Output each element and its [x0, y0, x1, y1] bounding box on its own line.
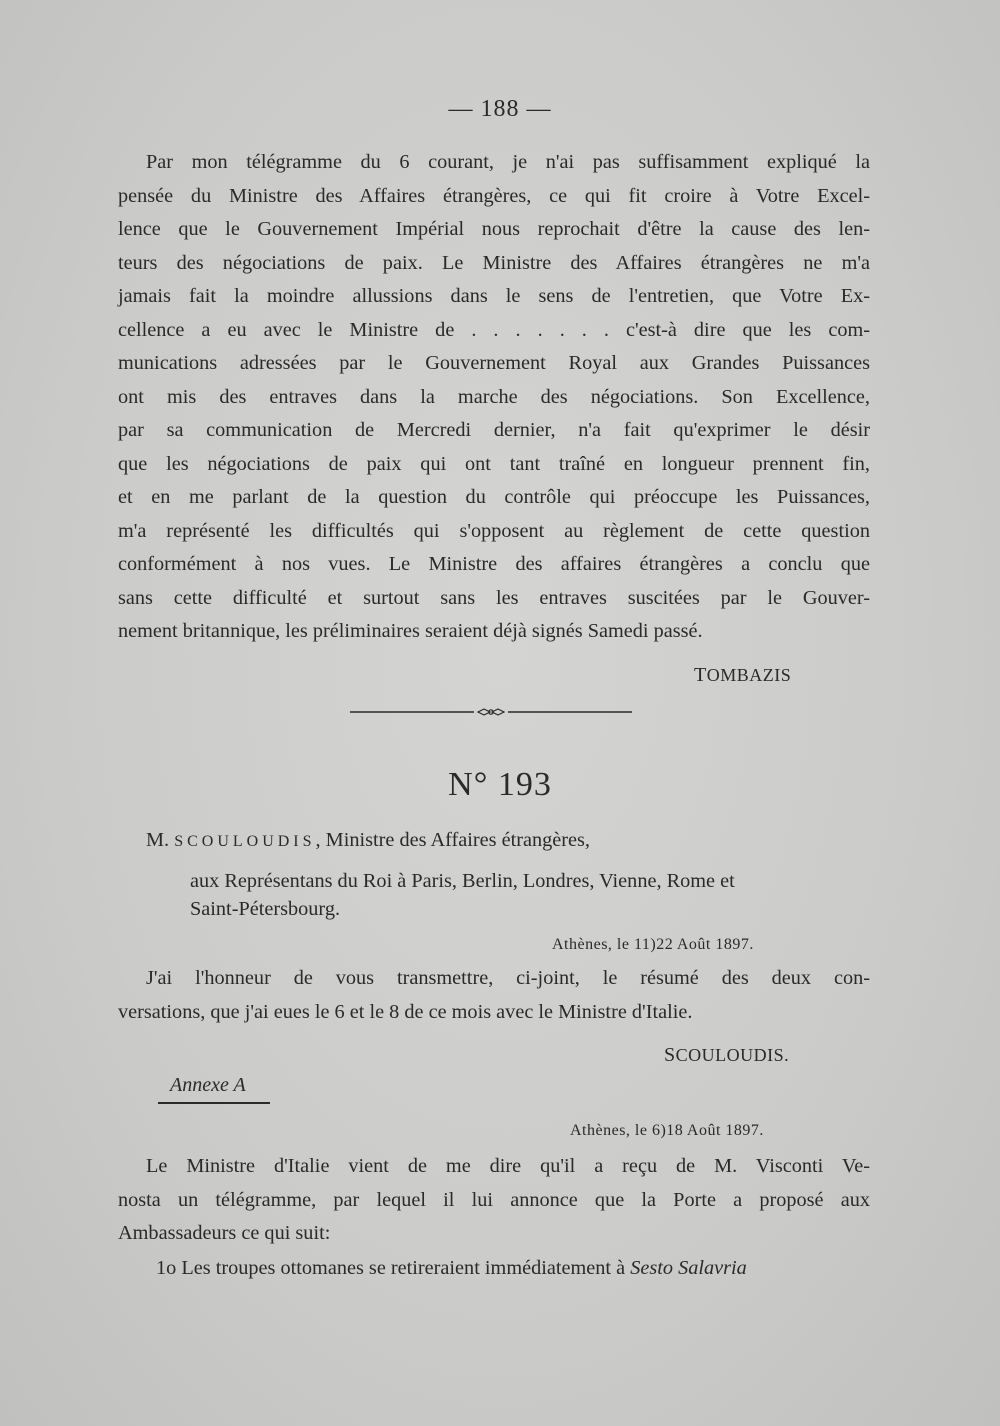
annexe-body: [118, 1150, 870, 1251]
letter-2-line: J'ai l'honneur de vous transmettre, ci-joint, le résumé des deux con-: [146, 967, 870, 989]
signature-scouloudis: SCOULOUDIS.: [664, 1044, 790, 1066]
letter-1-line: jamais fait la moindre allussions dans le sens de l'entretien, que Votre Ex-: [118, 285, 870, 307]
addressee-line-1: M. SCOULOUDIS, Ministre des Affaires étrangères,: [146, 829, 590, 851]
annexe-line: Le Ministre d'Italie vient de me dire qu'il a reçu de M. Visconti Ve-: [146, 1155, 870, 1177]
letter-1-line: nement britannique, les préliminaires seraient déjà signés Samedi passé.: [118, 620, 703, 642]
letter-2-body: [118, 962, 870, 1029]
letter-1-line: ont mis des entraves dans la marche des négociations. Son Excellence,: [118, 385, 870, 408]
letter-1-line: pensée du Ministre des Affaires étrangères, ce qui fit croire à Votre Excel-: [118, 184, 870, 207]
document-number: N° 193: [448, 766, 552, 803]
item-place: Sesto Salavria: [630, 1257, 747, 1279]
sender-name: SCOULOUDIS: [174, 833, 316, 850]
letter-1-line: que les négociations de paix qui ont tant traîné en longueur prennent fin,: [118, 452, 870, 475]
section-divider: [350, 706, 632, 718]
letter-1-line: et en me parlant de la question du contrôle qui préoccupe les Puissances,: [118, 486, 870, 508]
addressee-line-2: aux Représentans du Roi à Paris, Berlin, Londres, Vienne, Rome et: [190, 870, 735, 892]
annexe-title: Annexe A: [170, 1074, 246, 1096]
letter-1-line: par sa communication de Mercredi dernier, n'a fait qu'exprimer le désir: [118, 419, 870, 441]
letter-1-body: [118, 146, 870, 649]
letter-1-line: Par mon télégramme du 6 courant, je n'ai pas suffisamment expliqué la: [146, 151, 870, 173]
letter-1-line: lence que le Gouvernement Impérial nous reprochait d'être la cause des len-: [118, 218, 870, 240]
letter-2-line: versations, que j'ai eues le 6 et le 8 de ce mois avec le Ministre d'Italie.: [118, 1000, 693, 1023]
annexe-line: Ambassadeurs ce qui suit:: [118, 1222, 331, 1244]
annexe-line: nosta un télégramme, par lequel il lui annonce que la Porte a proposé aux: [118, 1188, 870, 1211]
addressee-line-3: Saint-Pétersbourg.: [190, 898, 341, 920]
annexe-underline: [158, 1102, 270, 1104]
dateline-annexe: Athènes, le 6)18 Août 1897.: [570, 1122, 764, 1139]
letter-1-line: conformément à nos vues. Le Ministre des affaires étrangères a conclu que: [118, 553, 870, 575]
page-number: — 188 —: [448, 96, 552, 122]
letter-1-line: cellence a eu avec le Ministre de . . . . . . . c'est-à dire que les com-: [118, 318, 870, 341]
letter-1-line: teurs des négociations de paix. Le Ministre des Affaires étrangères ne m'a: [118, 251, 870, 274]
letter-1-line: munications adressées par le Gouvernement Royal aux Grandes Puissances: [118, 352, 870, 374]
letter-1-line: sans cette difficulté et surtout sans les entraves suscitées par le Gouver-: [118, 586, 870, 609]
annexe-item-1: [156, 1252, 870, 1286]
item-number: 1o: [156, 1257, 177, 1279]
dateline-letter-2: Athènes, le 11)22 Août 1897.: [552, 936, 754, 953]
letter-1-line: m'a représenté les difficultés qui s'opposent au règlement de cette question: [118, 519, 870, 542]
signature-tombazis: TOMBAZIS: [694, 664, 792, 686]
item-text: Les troupes ottomanes se retireraient immédiatement à: [181, 1257, 626, 1279]
